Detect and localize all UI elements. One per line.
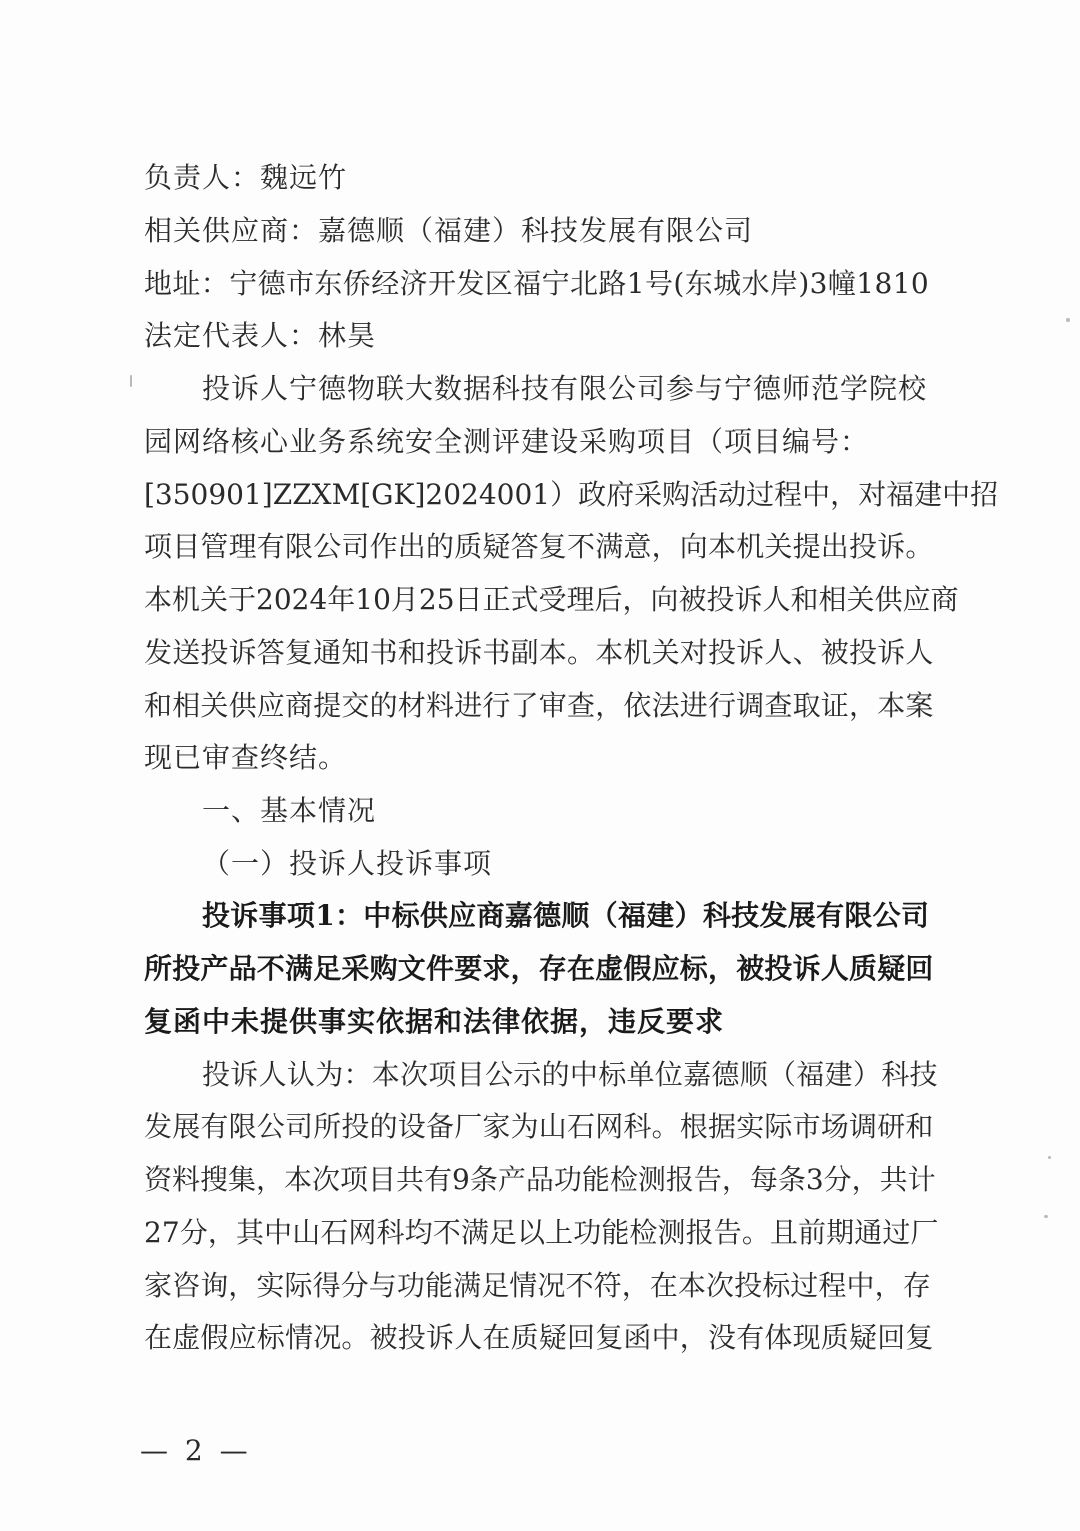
intro-line-2: 园网络核心业务系统安全测评建设采购项目（项目编号： bbox=[144, 425, 870, 458]
complaint-item-line-3: 复函中未提供事实依据和法律依据，违反要求 bbox=[144, 1005, 725, 1038]
intro-line-5: 本机关于2024年10月25日正式受理后，向被投诉人和相关供应商 bbox=[144, 583, 959, 616]
intro-line-3: [350901]ZZXM[GK]2024001）政府采购活动过程中，对福建中招 bbox=[144, 478, 999, 511]
detail-line-1: 投诉人认为：本次项目公示的中标单位嘉德顺（福建）科技 bbox=[202, 1058, 938, 1091]
detail-line-3: 资料搜集，本次项目共有9条产品功能检测报告，每条3分，共计 bbox=[144, 1163, 936, 1196]
section-heading: 一、基本情况 bbox=[202, 794, 377, 827]
address-line: 地址：宁德市东侨经济开发区福宁北路1号(东城水岸)3幢1810 bbox=[144, 267, 930, 300]
detail-line-5: 家咨询，实际得分与功能满足情况不符，在本次投标过程中，存 bbox=[144, 1269, 931, 1302]
intro-line-4: 项目管理有限公司作出的质疑答复不满意，向本机关提出投诉。 bbox=[144, 530, 934, 563]
legal-rep-line: 法定代表人：林昊 bbox=[144, 319, 377, 352]
scan-speck bbox=[1044, 1215, 1048, 1218]
detail-line-4: 27分，其中山石网科均不满足以上功能检测报告。且前期通过厂 bbox=[144, 1216, 939, 1249]
scan-speck bbox=[1066, 318, 1070, 322]
responsible-person-line: 负责人：魏远竹 bbox=[144, 161, 348, 194]
detail-line-6: 在虚假应标情况。被投诉人在质疑回复函中，没有体现质疑回复 bbox=[144, 1321, 934, 1354]
intro-line-7: 和相关供应商提交的材料进行了审查，依法进行调查取证，本案 bbox=[144, 689, 934, 722]
scan-speck bbox=[1048, 1156, 1051, 1159]
subsection-heading: （一）投诉人投诉事项 bbox=[202, 847, 493, 880]
supplier-line: 相关供应商：嘉德顺（福建）科技发展有限公司 bbox=[144, 214, 754, 247]
complaint-item-line-2: 所投产品不满足采购文件要求，存在虚假应标，被投诉人质疑回 bbox=[144, 952, 934, 985]
page-number: — 2 — bbox=[140, 1434, 252, 1467]
intro-line-8: 现已审查终结。 bbox=[144, 741, 348, 774]
intro-line-6: 发送投诉答复通知书和投诉书副本。本机关对投诉人、被投诉人 bbox=[144, 636, 934, 669]
scan-speck bbox=[130, 375, 132, 387]
detail-line-2: 发展有限公司所投的设备厂家为山石网科。根据实际市场调研和 bbox=[144, 1110, 934, 1143]
intro-line-1: 投诉人宁德物联大数据科技有限公司参与宁德师范学院校 bbox=[202, 372, 928, 405]
complaint-item-line-1: 投诉事项1：中标供应商嘉德顺（福建）科技发展有限公司 bbox=[202, 899, 930, 932]
